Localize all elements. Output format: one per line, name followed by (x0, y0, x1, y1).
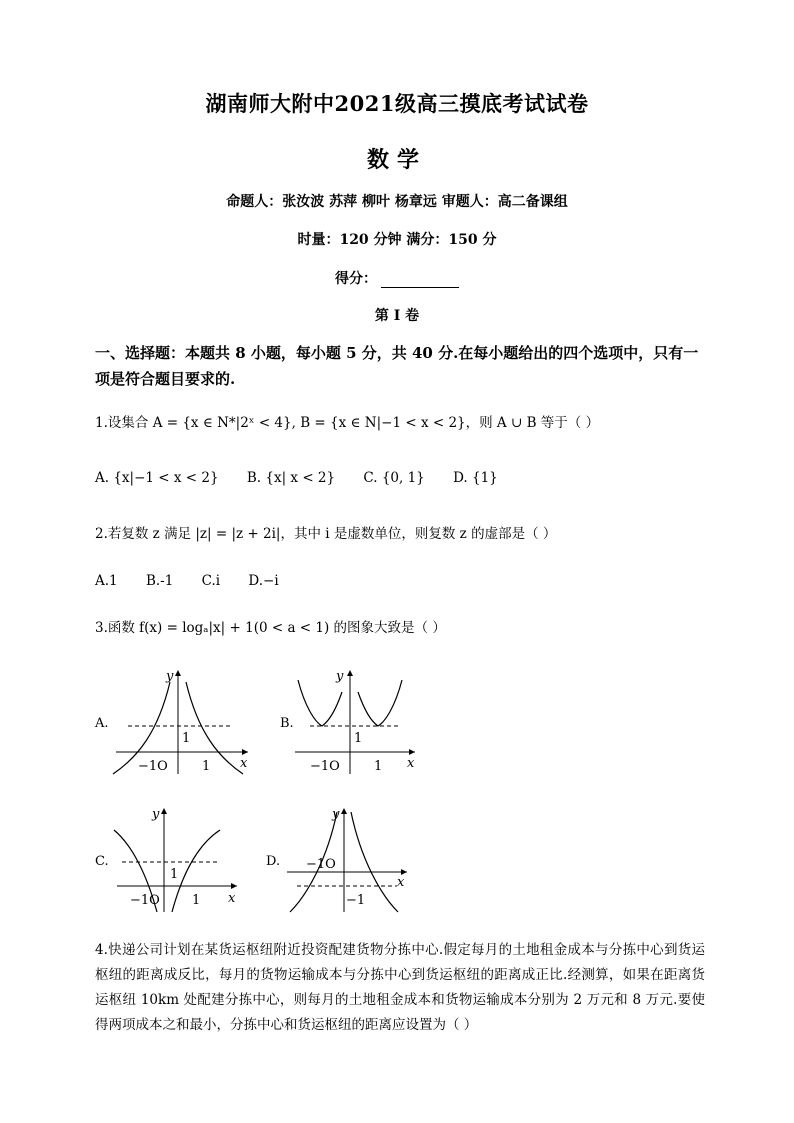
graph-b-label[interactable]: B. (280, 716, 294, 731)
exam-authors: 命题人：张汝波 苏萍 柳叶 杨章远 审题人：高二备课组 (226, 194, 568, 210)
score-label: 得分： (335, 271, 377, 287)
exam-title: 湖南师大附中2021级高三摸底考试试卷 (205, 91, 589, 116)
graph-a-one-y: 1 (182, 731, 191, 746)
graph-c-x-arrow (231, 883, 237, 889)
graph-a-y-arrow (175, 670, 181, 676)
graph-c-x-label: x (228, 891, 236, 906)
graph-b (290, 662, 420, 777)
question-1-options (95, 470, 522, 486)
section-heading: 一、选择题：本题共 8 小题，每小题 5 分，共 40 分.在每小题给出的四个选项中，只有一项是符合题目要求的. (95, 344, 699, 388)
q2-option-c[interactable]: C.i (201, 573, 221, 589)
q1-option-c[interactable]: C. {0, 1} (363, 470, 425, 486)
q1-option-a[interactable]: A. {x|−1 < x < 2} (95, 470, 219, 486)
graph-b-x-label: x (407, 756, 415, 771)
question-3-stem: 3.函数 f(x) = logₐ|x| + 1(0 < a < 1) 的图象大致是（ ） (95, 620, 446, 636)
graph-c-one-y: 1 (170, 867, 179, 882)
graph-a-one-x: 1 (202, 759, 211, 774)
graph-d-y-arrow (341, 808, 347, 814)
question-4-stem: 4.快递公司计划在某货运枢纽附近投资配建货物分拣中心.假定每月的土地租金成本与分拣中心到货运枢纽的距离成反比，每月的货物运输成本与分拣中心到货运枢纽的距离成正比.经测算，如果在距离货运枢纽 10km 处配建分拣中心，则每月的土地租金成本和货物运输成本分别为 2 万元和 8 万元.要使得两项成本之和最小，分拣中心和货运枢纽的距离应设置为（ ） (95, 942, 705, 1033)
graph-b-one-y: 1 (354, 731, 363, 746)
graph-c-neg-one-o: −1O (130, 893, 160, 908)
volume-label: 第 I 卷 (374, 308, 420, 324)
graph-b-y-arrow (347, 670, 353, 676)
graph-b-neg-one-o: −1O (310, 759, 340, 774)
q1-set-a: A = {x ∈ N*|2ˣ < 4} (152, 415, 292, 431)
q2-option-b[interactable]: B.-1 (145, 573, 174, 589)
graph-a-x-arrow (242, 749, 248, 755)
graph-d (282, 800, 412, 915)
graph-a (108, 662, 258, 777)
graph-b-one-x: 1 (374, 759, 383, 774)
graph-d-y-label: y (332, 807, 340, 822)
exam-subject: 数学 (366, 147, 427, 173)
exam-time-score: 时量：120 分钟 满分：150 分 (297, 232, 497, 248)
q1-option-b[interactable]: B. {x| x < 2} (246, 470, 336, 486)
graph-a-y-label: y (166, 669, 174, 684)
question-1-stem (95, 413, 599, 433)
graph-a-curve-right (186, 682, 243, 774)
graph-b-curve-right (358, 680, 402, 726)
graph-d-x-label: x (397, 875, 405, 890)
graph-d-neg-one: −1 (346, 893, 366, 908)
q2-option-a[interactable]: A.1 (95, 573, 118, 589)
question-2-options (95, 573, 303, 589)
q1-set-b: , B = {x ∈ N|−1 < x < 2} (291, 415, 466, 431)
graph-a-neg-one-o: −1O (138, 759, 168, 774)
graph-c-y-label: y (152, 807, 160, 822)
graph-c-y-arrow (161, 808, 167, 814)
graph-c-label[interactable]: C. (95, 854, 109, 869)
graph-d-neg-one-o: −1O (306, 857, 336, 872)
q1-prefix: 1.设集合 (95, 415, 149, 431)
q1-option-d[interactable]: D. {1} (453, 470, 498, 486)
graph-b-y-label: y (336, 669, 344, 684)
q1-suffix: ，则 A ∪ B 等于（ ） (465, 415, 600, 431)
graph-c (112, 800, 242, 915)
graph-a-x-label: x (240, 756, 248, 771)
graph-c-one-x: 1 (192, 893, 201, 908)
graph-b-x-arrow (409, 749, 415, 755)
question-2-stem: 2.若复数 z 满足 |z| = |z + 2i|，其中 i 是虚数单位，则复数 z 的虚部是（ ） (95, 526, 557, 542)
graph-b-curve-left (298, 680, 342, 726)
score-line (0, 268, 794, 288)
graph-d-label[interactable]: D. (266, 854, 281, 869)
q2-option-d[interactable]: D.−i (248, 573, 279, 589)
score-blank[interactable] (381, 273, 459, 288)
graph-a-label[interactable]: A. (95, 716, 109, 731)
